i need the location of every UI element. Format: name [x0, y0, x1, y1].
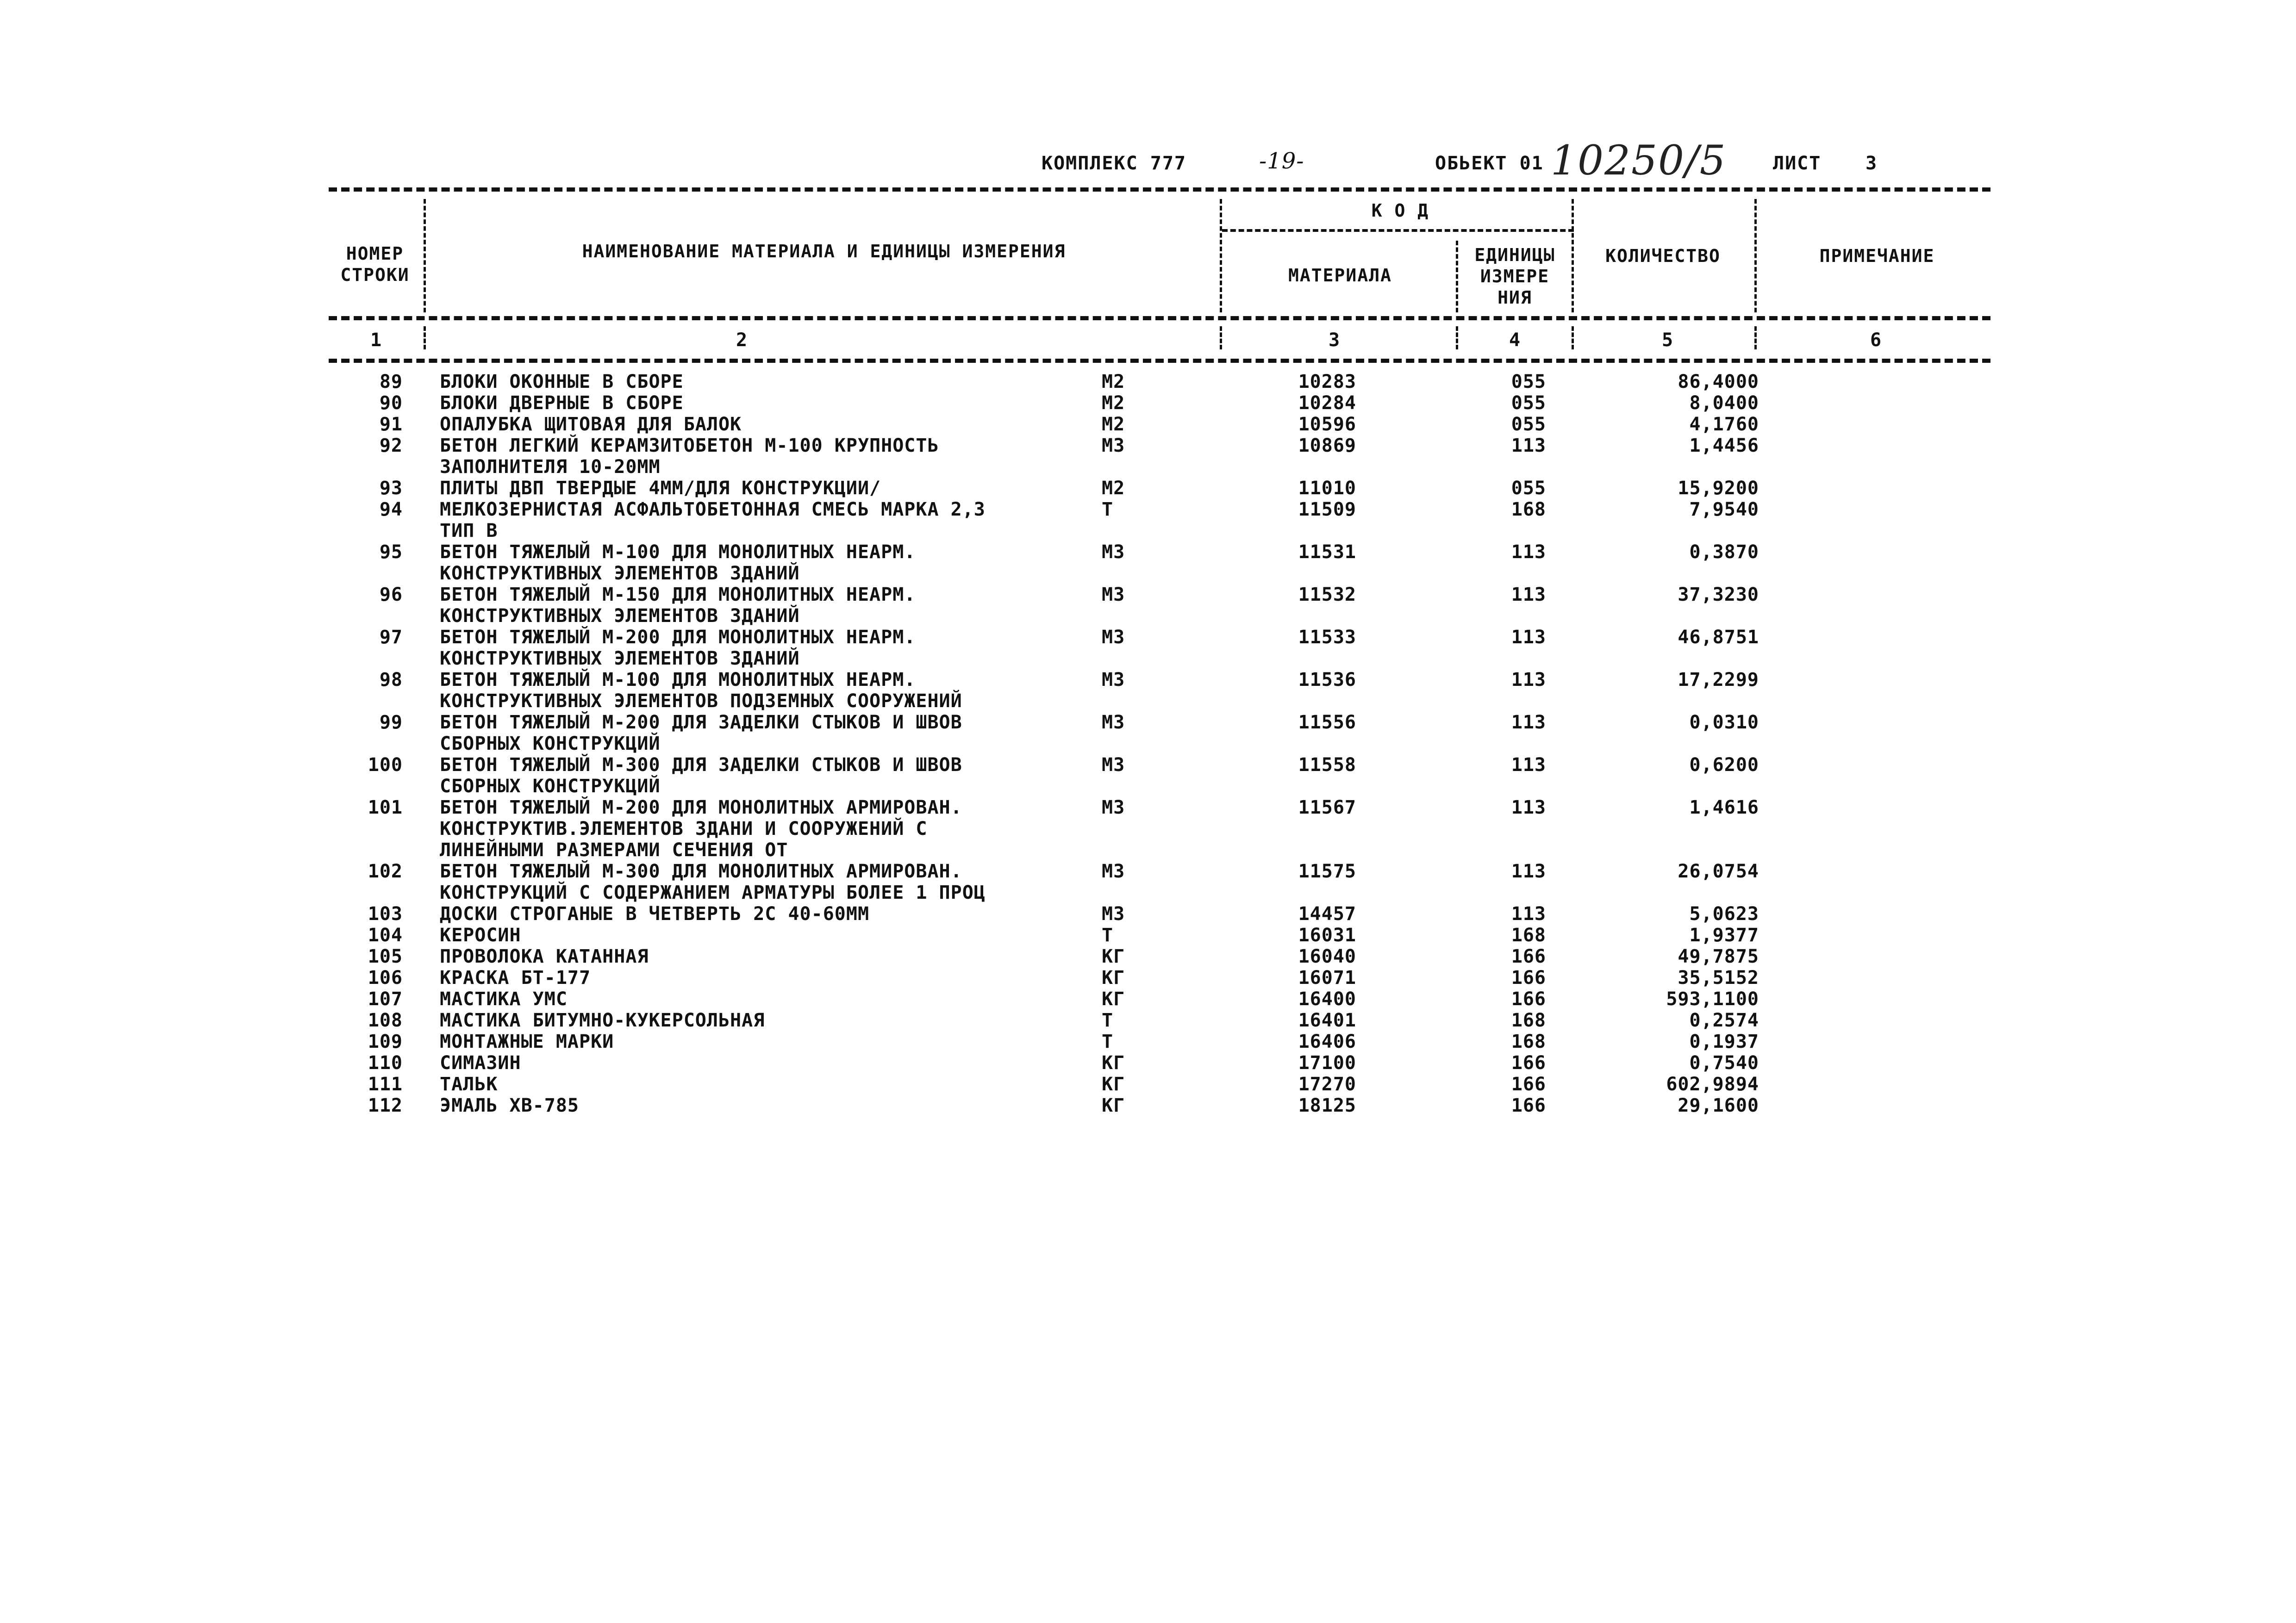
material-code-cell: 11575 [1298, 861, 1356, 882]
row-number: 99 [379, 712, 403, 733]
material-code-cell: 11533 [1298, 627, 1356, 648]
material-name-cell [440, 754, 962, 797]
unit-cell: М3 [1102, 861, 1125, 882]
material-name-cell [440, 925, 521, 946]
object-label: ОБЬЕКТ 01 [1435, 153, 1544, 174]
material-name-cell [440, 392, 684, 414]
row-number: 102 [368, 861, 403, 882]
row-number: 94 [379, 499, 403, 520]
vsep-num-5 [1754, 326, 1757, 349]
row-number: 105 [368, 946, 403, 967]
quantity-cell: 8,0400 [1689, 392, 1759, 414]
unit-cell: М3 [1102, 797, 1125, 818]
row-number: 96 [379, 584, 403, 605]
unit-cell: КГ [1102, 1052, 1125, 1074]
material-name-line: БЕТОН ТЯЖЕЛЫЙ М-200 ДЛЯ МОНОЛИТНЫХ НЕАРМ. [440, 627, 916, 648]
colnum-1: 1 [370, 330, 382, 351]
quantity-cell: 35,5152 [1678, 967, 1759, 989]
material-name-cell [440, 414, 742, 435]
row-number: 104 [368, 925, 403, 946]
unit-code-cell: 113 [1511, 435, 1546, 456]
material-name-cell [440, 478, 881, 499]
unit-cell: КГ [1102, 1074, 1125, 1095]
colnum-4: 4 [1509, 330, 1521, 351]
header-code-group: К О Д [1371, 200, 1429, 221]
unit-code-cell: 168 [1511, 1031, 1546, 1052]
quantity-cell: 37,3230 [1678, 584, 1759, 605]
material-name-line: БЕТОН ТЯЖЕЛЫЙ М-100 ДЛЯ МОНОЛИТНЫХ НЕАРМ. [440, 669, 916, 690]
material-name-line: БЕТОН ТЯЖЕЛЫЙ М-200 ДЛЯ ЗАДЕЛКИ СТЫКОВ И ШВОВ [440, 712, 962, 733]
unit-code-cell: 113 [1511, 754, 1546, 776]
material-code-cell: 11558 [1298, 754, 1356, 776]
material-code-cell: 11010 [1298, 478, 1356, 499]
colnum-2: 2 [736, 330, 748, 351]
unit-cell: М3 [1102, 435, 1125, 456]
header-unit-line2: ИЗМЕРЕ [1480, 266, 1550, 286]
quantity-cell: 0,7540 [1689, 1052, 1759, 1074]
header-unit-line1: ЕДИНИЦЫ [1474, 245, 1555, 265]
material-code-cell: 17100 [1298, 1052, 1356, 1074]
quantity-cell: 1,4616 [1689, 797, 1759, 818]
unit-cell: КГ [1102, 946, 1125, 967]
material-code-cell: 16031 [1298, 925, 1356, 946]
quantity-cell: 0,6200 [1689, 754, 1759, 776]
unit-cell: Т [1102, 1031, 1114, 1052]
quantity-cell: 26,0754 [1678, 861, 1759, 882]
quantity-cell: 5,0623 [1689, 903, 1759, 925]
material-name-cell [440, 903, 869, 925]
unit-cell: КГ [1102, 989, 1125, 1010]
unit-cell: М3 [1102, 712, 1125, 733]
material-code-cell: 16040 [1298, 946, 1356, 967]
vsep-num-2 [1220, 326, 1222, 349]
quantity-cell: 0,1937 [1689, 1031, 1759, 1052]
unit-cell: КГ [1102, 967, 1125, 989]
material-name-cell [440, 967, 591, 989]
vsep-num-4 [1572, 326, 1574, 349]
row-number: 101 [368, 797, 403, 818]
material-code-cell: 10283 [1298, 371, 1356, 392]
material-name-cell [440, 946, 649, 967]
quantity-cell: 1,9377 [1689, 925, 1759, 946]
material-name-cell [440, 797, 962, 861]
unit-code-cell: 166 [1511, 946, 1546, 967]
material-name-line: БЕТОН ТЯЖЕЛЫЙ М-200 ДЛЯ МОНОЛИТНЫХ АРМИРОВАН. [440, 797, 962, 818]
material-name-line: СИМАЗИН [440, 1052, 521, 1074]
material-code-cell: 10284 [1298, 392, 1356, 414]
material-name-line: ДОСКИ СТРОГАНЫЕ В ЧЕТВЕРТЬ 2С 40-60ММ [440, 903, 870, 925]
quantity-cell: 0,3870 [1689, 541, 1759, 563]
material-name-line: КОНСТРУКТИВНЫХ ЭЛЕМЕНТОВ ЗДАНИЙ [440, 605, 800, 627]
material-name-line: КОНСТРУКТИВНЫХ ЭЛЕМЕНТОВ ЗДАНИЙ [440, 648, 800, 669]
unit-cell: М2 [1102, 392, 1125, 414]
material-name-line: БЛОКИ ОКОННЫЕ В СБОРЕ [440, 371, 684, 392]
material-code-cell: 10596 [1298, 414, 1356, 435]
material-name-line: ТИП В [440, 520, 498, 541]
unit-code-cell: 113 [1511, 903, 1546, 925]
material-name-line: КЕРОСИН [440, 925, 521, 946]
material-name-cell [440, 712, 962, 754]
header-material: МАТЕРИАЛА [1288, 265, 1392, 286]
vsep-5 [1754, 199, 1757, 312]
unit-code-cell: 166 [1511, 967, 1546, 989]
row-number: 90 [379, 392, 403, 414]
quantity-cell: 15,9200 [1678, 478, 1759, 499]
colnum-5: 5 [1662, 330, 1673, 351]
material-name-cell [440, 669, 962, 712]
rule-top [329, 187, 1990, 192]
unit-cell: М3 [1102, 669, 1125, 690]
row-number: 98 [379, 669, 403, 690]
quantity-cell: 4,1760 [1689, 414, 1759, 435]
material-name-line: МАСТИКА БИТУМНО-КУКЕРСОЛЬНАЯ [440, 1010, 765, 1031]
material-name-line: БЛОКИ ДВЕРНЫЕ В СБОРЕ [440, 392, 684, 414]
material-name-cell [440, 371, 684, 392]
material-code-cell: 16071 [1298, 967, 1356, 989]
unit-code-cell: 055 [1511, 371, 1546, 392]
material-name-line: ПРОВОЛОКА КАТАННАЯ [440, 946, 649, 967]
row-number: 107 [368, 989, 403, 1010]
material-code-cell: 11509 [1298, 499, 1356, 520]
unit-code-cell: 166 [1511, 1074, 1546, 1095]
material-code-cell: 11532 [1298, 584, 1356, 605]
quantity-cell: 602,9894 [1666, 1074, 1759, 1095]
material-name-line: СБОРНЫХ КОНСТРУКЦИЙ [440, 776, 661, 797]
material-name-cell [440, 861, 986, 903]
unit-code-cell: 055 [1511, 392, 1546, 414]
header-unit [1460, 244, 1569, 308]
unit-cell: Т [1102, 499, 1114, 520]
material-name-line: КРАСКА БТ-177 [440, 967, 591, 989]
row-number: 103 [368, 903, 403, 925]
unit-code-cell: 113 [1511, 669, 1546, 690]
row-number: 100 [368, 754, 403, 776]
material-name-line: МАСТИКА УМС [440, 989, 568, 1010]
unit-cell: М2 [1102, 478, 1125, 499]
material-name-line: ТАЛЬК [440, 1074, 498, 1095]
material-code-cell: 16406 [1298, 1031, 1356, 1052]
material-name-line: КОНСТРУКТИВНЫХ ЭЛЕМЕНТОВ ПОДЗЕМНЫХ СООРУЖЕНИЙ [440, 690, 962, 712]
quantity-cell: 593,1100 [1666, 989, 1759, 1010]
complex-label: КОМПЛЕКС 777 [1042, 153, 1186, 174]
material-name-cell [440, 584, 916, 627]
material-name-cell [440, 1052, 521, 1074]
quantity-cell: 1,4456 [1689, 435, 1759, 456]
unit-cell: М3 [1102, 584, 1125, 605]
material-name-cell [440, 499, 986, 541]
quantity-cell: 46,8751 [1678, 627, 1759, 648]
unit-code-cell: 113 [1511, 541, 1546, 563]
material-name-cell [440, 435, 939, 478]
material-name-line: БЕТОН ЛЕГКИЙ КЕРАМЗИТОБЕТОН М-100 КРУПНОСТЬ [440, 435, 939, 456]
quantity-cell: 7,9540 [1689, 499, 1759, 520]
header-name: НАИМЕНОВАНИЕ МАТЕРИАЛА И ЕДИНИЦЫ ИЗМЕРЕНИЯ [582, 241, 1066, 261]
row-number: 106 [368, 967, 403, 989]
page-mark: -19- [1259, 148, 1304, 174]
quantity-cell: 29,1600 [1678, 1095, 1759, 1116]
colnum-3: 3 [1329, 330, 1340, 351]
quantity-cell: 0,0310 [1689, 712, 1759, 733]
rule-code-group [1222, 229, 1574, 232]
unit-code-cell: 168 [1511, 1010, 1546, 1031]
material-code-cell: 11556 [1298, 712, 1356, 733]
header-row-number-line2: СТРОКИ [340, 265, 410, 285]
row-number: 95 [379, 541, 403, 563]
header-row-number [333, 243, 417, 286]
material-name-line: КОНСТРУКЦИЙ С СОДЕРЖАНИЕМ АРМАТУРЫ БОЛЕЕ 1 ПРОЦ [440, 882, 986, 903]
material-code-cell: 16400 [1298, 989, 1356, 1010]
material-code-cell: 11536 [1298, 669, 1356, 690]
row-number: 93 [379, 478, 403, 499]
unit-cell: М3 [1102, 541, 1125, 563]
unit-code-cell: 168 [1511, 925, 1546, 946]
vsep-num-3 [1456, 326, 1458, 349]
vsep-1 [424, 199, 426, 312]
rule-header-bottom [329, 316, 1990, 320]
material-code-cell: 10869 [1298, 435, 1356, 456]
material-name-line: ПЛИТЫ ДВП ТВЕРДЫЕ 4ММ/ДЛЯ КОНСТРУКЦИИ/ [440, 478, 881, 499]
material-code-cell: 11531 [1298, 541, 1356, 563]
material-name-cell [440, 1095, 579, 1116]
material-name-cell [440, 1031, 614, 1052]
material-name-line: ОПАЛУБКА ЩИТОВАЯ ДЛЯ БАЛОК [440, 414, 742, 435]
row-number: 89 [379, 371, 403, 392]
material-name-cell [440, 541, 916, 584]
material-name-line: БЕТОН ТЯЖЕЛЫЙ М-150 ДЛЯ МОНОЛИТНЫХ НЕАРМ. [440, 584, 916, 605]
material-code-cell: 11567 [1298, 797, 1356, 818]
unit-code-cell: 166 [1511, 1095, 1546, 1116]
header-unit-line3: НИЯ [1497, 287, 1532, 308]
material-name-line: КОНСТРУКТИВ.ЭЛЕМЕНТОВ ЗДАНИ И СООРУЖЕНИЙ С [440, 818, 928, 839]
vsep-2 [1220, 199, 1222, 312]
quantity-cell: 17,2299 [1678, 669, 1759, 690]
sheet-label: ЛИСТ [1773, 153, 1822, 174]
unit-code-cell: 055 [1511, 478, 1546, 499]
material-name-line: БЕТОН ТЯЖЕЛЫЙ М-100 ДЛЯ МОНОЛИТНЫХ НЕАРМ. [440, 541, 916, 563]
material-name-line: ЭМАЛЬ ХВ-785 [440, 1095, 579, 1116]
unit-cell: М3 [1102, 627, 1125, 648]
material-code-cell: 16401 [1298, 1010, 1356, 1031]
material-name-line: МЕЛКОЗЕРНИСТАЯ АСФАЛЬТОБЕТОННАЯ СМЕСЬ МАРКА 2,3 [440, 499, 986, 520]
unit-cell: Т [1102, 925, 1114, 946]
unit-code-cell: 113 [1511, 584, 1546, 605]
vsep-3 [1456, 241, 1458, 312]
row-number: 111 [368, 1074, 403, 1095]
quantity-cell: 49,7875 [1678, 946, 1759, 967]
sheet-number: 3 [1866, 153, 1878, 174]
header-row-number-line1: НОМЕР [346, 243, 404, 264]
object-code-handwritten: 10250/5 [1551, 137, 1727, 184]
row-number: 97 [379, 627, 403, 648]
unit-code-cell: 113 [1511, 627, 1546, 648]
material-code-cell: 17270 [1298, 1074, 1356, 1095]
unit-cell: М3 [1102, 903, 1125, 925]
quantity-cell: 86,4000 [1678, 371, 1759, 392]
row-number: 110 [368, 1052, 403, 1074]
header-quantity: КОЛИЧЕСТВО [1605, 246, 1721, 266]
material-name-line: МОНТАЖНЫЕ МАРКИ [440, 1031, 614, 1052]
unit-code-cell: 168 [1511, 499, 1546, 520]
unit-cell: КГ [1102, 1095, 1125, 1116]
vsep-num-1 [424, 326, 426, 349]
row-number: 108 [368, 1010, 403, 1031]
unit-code-cell: 055 [1511, 414, 1546, 435]
unit-cell: М3 [1102, 754, 1125, 776]
quantity-cell: 0,2574 [1689, 1010, 1759, 1031]
row-number: 112 [368, 1095, 403, 1116]
unit-cell: М2 [1102, 371, 1125, 392]
material-name-line: СБОРНЫХ КОНСТРУКЦИЙ [440, 733, 661, 754]
material-name-line: ЗАПОЛНИТЕЛЯ 10-20ММ [440, 456, 661, 478]
material-name-cell [440, 627, 916, 669]
unit-code-cell: 113 [1511, 712, 1546, 733]
material-name-cell [440, 1074, 498, 1095]
unit-cell: М2 [1102, 414, 1125, 435]
unit-code-cell: 166 [1511, 989, 1546, 1010]
unit-code-cell: 113 [1511, 797, 1546, 818]
unit-code-cell: 113 [1511, 861, 1546, 882]
material-name-line: БЕТОН ТЯЖЕЛЫЙ М-300 ДЛЯ МОНОЛИТНЫХ АРМИРОВАН. [440, 861, 962, 882]
row-number: 91 [379, 414, 403, 435]
rule-colnum-bottom [329, 359, 1990, 363]
material-code-cell: 14457 [1298, 903, 1356, 925]
material-code-cell: 18125 [1298, 1095, 1356, 1116]
row-number: 109 [368, 1031, 403, 1052]
unit-code-cell: 166 [1511, 1052, 1546, 1074]
colnum-6: 6 [1870, 330, 1882, 351]
material-name-line: КОНСТРУКТИВНЫХ ЭЛЕМЕНТОВ ЗДАНИЙ [440, 563, 800, 584]
material-name-cell [440, 989, 568, 1010]
unit-cell: Т [1102, 1010, 1114, 1031]
header-note: ПРИМЕЧАНИЕ [1819, 246, 1935, 266]
material-name-cell [440, 1010, 765, 1031]
material-name-line: БЕТОН ТЯЖЕЛЫЙ М-300 ДЛЯ ЗАДЕЛКИ СТЫКОВ И ШВОВ [440, 754, 962, 776]
material-name-line: ЛИНЕЙНЫМИ РАЗМЕРАМИ СЕЧЕНИЯ ОТ [440, 839, 788, 861]
row-number: 92 [379, 435, 403, 456]
